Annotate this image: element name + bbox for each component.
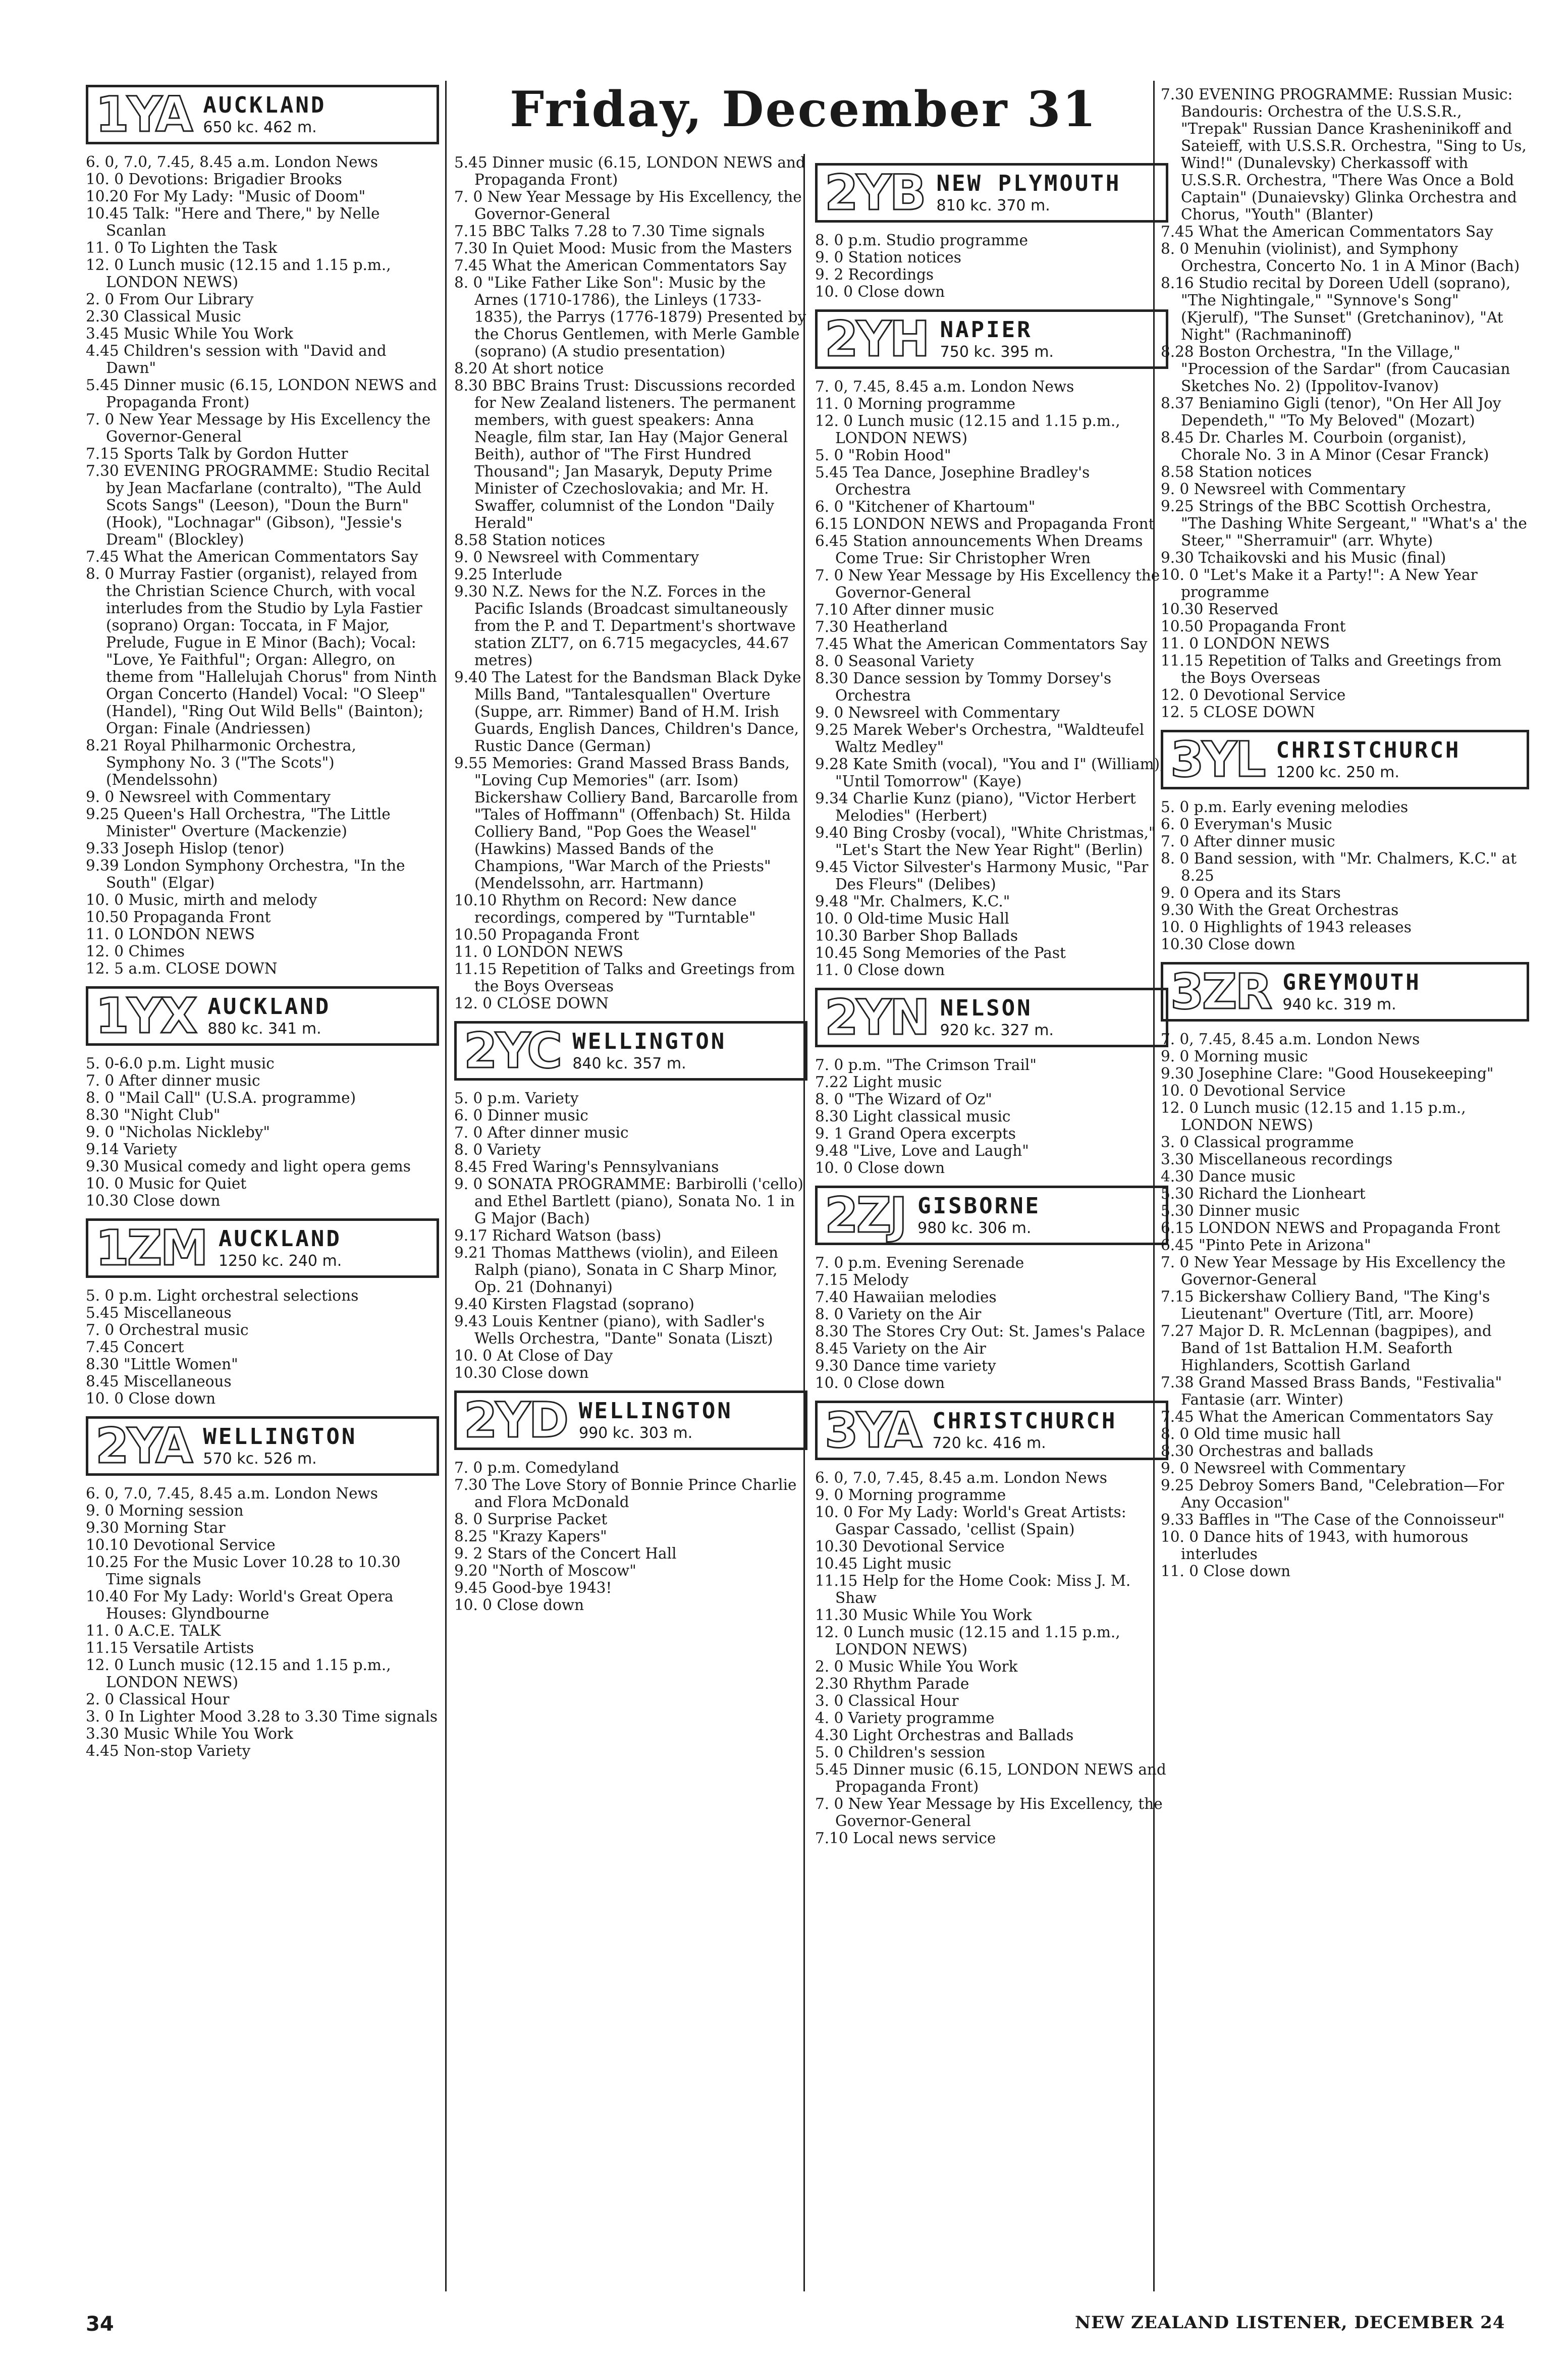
programme-entry: 8.30 Light classical music <box>815 1108 1011 1125</box>
programme-entry: 9.25 Strings of the BBC Scottish Orchestra, "The Dashing White Sergeant," "What's a' the Steer," "Sherramuir" (arr. Whyte) <box>1161 498 1527 549</box>
programme-entry: 7. 0, 7.45, 8.45 a.m. London News <box>1161 1031 1420 1048</box>
programme-entry: 7.40 Hawaiian melodies <box>815 1289 997 1306</box>
programme-entry: 11.15 Repetition of Talks and Greetings from the Boys Overseas <box>1161 652 1502 686</box>
programme-entry: 9.48 "Mr. Chalmers, K.C." <box>815 893 1010 910</box>
programme-entry: 7. 0 New Year Message by His Excellency, the Governor-General <box>454 188 802 223</box>
programme-entry: 7.30 Heatherland <box>815 618 948 635</box>
station-info <box>203 92 326 137</box>
programme-entry: 7.15 BBC Talks 7.28 to 7.30 Time signals <box>454 223 765 240</box>
programme-entry: 5. 0 p.m. Light orchestral selections <box>86 1287 359 1304</box>
programme-entry: 6. 0 Everyman's Music <box>1161 816 1332 833</box>
programme-entry: 10.30 Reserved <box>1161 601 1279 618</box>
programme-entry: 11. 0 To Lighten the Task <box>86 239 278 256</box>
programme-entry: 9.30 With the Great Orchestras <box>1161 901 1399 919</box>
station-frequency: 650 kc. 462 m. <box>203 119 317 136</box>
programme-entry: 12. 5 CLOSE DOWN <box>1161 704 1315 721</box>
station-call-sign: 3YL <box>1170 731 1264 788</box>
programme-entry: 9. 0 Morning session <box>86 1502 244 1519</box>
programme-entry: 9.43 Louis Kentner (piano), with Sadler's Wells Orchestra, "Dante" Sonata (Liszt) <box>454 1313 773 1347</box>
programme-entry: 12. 0 Chimes <box>86 943 185 960</box>
programme-entry: 9. 0 "Nicholas Nickleby" <box>86 1123 270 1141</box>
programme-entry: 9. 2 Stars of the Concert Hall <box>454 1545 677 1562</box>
station-info <box>219 1226 342 1270</box>
programme-entry: 11. 0 Morning programme <box>815 395 1015 412</box>
station-call-sign: 2YN <box>825 989 928 1046</box>
programme-entry: 9.34 Charlie Kunz (piano), "Victor Herbert Melodies" (Herbert) <box>815 790 1136 824</box>
programme-entry: 7. 0 New Year Message by His Excellency, the Governor-General <box>815 1795 1163 1830</box>
station-city: NELSON <box>940 995 1033 1021</box>
programme-entry: 6. 0, 7.0, 7.45, 8.45 a.m. London News <box>815 1469 1107 1486</box>
programme-entry: 9. 0 Newsreel with Commentary <box>1161 1460 1406 1477</box>
station-header <box>454 1390 807 1450</box>
programme-entry: 5. 0 p.m. Variety <box>454 1090 579 1107</box>
station-city: GISBORNE <box>917 1193 1041 1219</box>
station-header <box>86 1416 439 1476</box>
publication-footer: NEW ZEALAND LISTENER, DECEMBER 24 <box>1075 2313 1505 2333</box>
station-frequency: 810 kc. 370 m. <box>936 197 1050 215</box>
programme-entry: 5. 0-6.0 p.m. Light music <box>86 1055 275 1072</box>
station-header <box>86 986 439 1046</box>
programme-entry: 9. 0 Morning music <box>1161 1048 1308 1065</box>
programme-entry: 12. 5 a.m. CLOSE DOWN <box>86 960 278 977</box>
programme-entry: 7.38 Grand Massed Brass Bands, "Festivalia" Fantasie (arr. Winter) <box>1161 1374 1502 1408</box>
programme-entry: 9.40 The Latest for the Bandsman Black Dyke Mills Band, "Tantalesquallen" Overture (Suppe, arr. Rimmer) Band of H.M. Irish Guards, English Dances, Children's Dance, Rustic Dance (German) <box>454 669 801 755</box>
programme-entry: 8. 0 Seasonal Variety <box>815 653 974 670</box>
programme-entry: 7.45 What the American Commentators Say <box>454 257 787 274</box>
station-header <box>815 988 1168 1047</box>
column-1 <box>86 76 439 1759</box>
station-info <box>579 1398 733 1442</box>
station-header <box>815 163 1168 223</box>
programme-entry: 7. 0, 7.45, 8.45 a.m. London News <box>815 378 1074 395</box>
programme-entry: 5.45 Dinner music (6.15, LONDON NEWS and Propaganda Front) <box>815 1761 1166 1795</box>
programme-entry: 9.45 Victor Silvester's Harmony Music, "Par Des Fleurs" (Delibes) <box>815 859 1149 893</box>
programme-entry: 7.22 Light music <box>815 1074 942 1091</box>
station-info <box>203 1424 357 1468</box>
programme-entry: 7. 0 p.m. Evening Serenade <box>815 1254 1024 1271</box>
programme-entry: 8. 0 "The Wizard of Oz" <box>815 1091 992 1108</box>
programme-entry: 8.25 "Krazy Kapers" <box>454 1528 607 1545</box>
station-info <box>940 317 1054 361</box>
programme-entry: 8.30 BBC Brains Trust: Discussions recorded for New Zealand listeners. The permanent members, with guest speakers: Anna Neagle, film star, Ian Hay (Major General Beith), author of "The First Hundred Thousand"; Jan Masaryk, Deputy Prime Minister of Czechoslovakia; and Mr. H. Swaffer, columnist of the London "Daily Herald" <box>454 377 796 531</box>
programme-entry: 7.30 EVENING PROGRAMME: Russian Music: Bandouris: Orchestra of the U.S.S.R., "Trepak" Russian Dance Krasheninikoff and Sateieff, with U.S.S.R. Orchestra, "Sing to Us, Wind!" (Dunalevsky) Cherkassoff with U.S.S.R. Orchestra, "There Was Once a Bold Captain" (Dunaievsky) Glinka Orchestra and Chorus, "Youth" (Blanter) <box>1161 86 1527 223</box>
station-city: NAPIER <box>940 317 1033 343</box>
programme-entry: 8.30 "Little Women" <box>86 1356 238 1373</box>
programme-entry: 10. 0 Music, mirth and melody <box>86 891 317 908</box>
programme-entry: 10.10 Devotional Service <box>86 1536 276 1554</box>
station-call-sign: 1YA <box>95 86 191 143</box>
programme-entry: 10.30 Close down <box>1161 936 1295 953</box>
station-info <box>917 1193 1041 1238</box>
programme-entry: 7.45 What the American Commentators Say <box>86 548 418 565</box>
programme-entry: 9.25 Marek Weber's Orchestra, "Waldteufel Waltz Medley" <box>815 721 1145 756</box>
programme-entry: 9.28 Kate Smith (vocal), "You and I" (William), "Until Tomorrow" (Kaye) <box>815 756 1165 790</box>
programme-entry: 8.30 Orchestras and ballads <box>1161 1442 1374 1460</box>
programme-entry: 8.20 At short notice <box>454 360 604 377</box>
programme-entry: 3. 0 Classical programme <box>1161 1134 1354 1151</box>
station-info <box>936 171 1121 215</box>
programme-entry: 11. 0 A.C.E. TALK <box>86 1622 221 1639</box>
programme-entry: 2. 0 Music While You Work <box>815 1658 1018 1675</box>
programme-entry: 11. 0 LONDON NEWS <box>454 943 623 960</box>
programme-entry: 9.20 "North of Moscow" <box>454 1562 636 1579</box>
programme-entry: 9.25 Debroy Somers Band, "Celebration—For Any Occasion" <box>1161 1477 1504 1511</box>
station-city: AUCKLAND <box>207 994 331 1020</box>
programme-entry: 8. 0 Variety on the Air <box>815 1306 982 1323</box>
programme-entry: 11. 0 Close down <box>815 961 945 979</box>
programme-entry: 5.45 Tea Dance, Josephine Bradley's Orchestra <box>815 464 1090 498</box>
programme-entry: 10. 0 Music for Quiet <box>86 1175 247 1192</box>
programme-entry: 3. 0 In Lighter Mood 3.28 to 3.30 Time signals <box>86 1708 438 1725</box>
programme-entry: 9.30 Josephine Clare: "Good Housekeeping" <box>1161 1065 1494 1082</box>
programme-entry: 10.50 Propaganda Front <box>86 908 271 926</box>
programme-entry: 7.10 Local news service <box>815 1830 996 1847</box>
programme-entry: 8. 0 Variety <box>454 1141 541 1158</box>
programme-entry: 10.40 For My Lady: World's Great Opera Houses: Glyndbourne <box>86 1588 394 1622</box>
programme-entry: 11. 0 LONDON NEWS <box>86 926 255 943</box>
programme-entry: 7. 0 New Year Message by His Excellency the Governor-General <box>86 411 431 445</box>
programme-entry: 7.45 What the American Commentators Say <box>1161 1408 1493 1425</box>
programme-entry: 9.39 London Symphony Orchestra, "In the South" (Elgar) <box>86 857 405 891</box>
programme-entry: 7.45 What the American Commentators Say <box>1161 223 1493 240</box>
programme-entry: 6.45 "Pinto Pete in Arizona" <box>1161 1237 1371 1254</box>
programme-entry: 12. 0 Lunch music (12.15 and 1.15 p.m., LONDON NEWS) <box>815 1624 1120 1658</box>
programme-entry: 9.30 Musical comedy and light opera gems <box>86 1158 411 1175</box>
station-city: AUCKLAND <box>218 1226 342 1252</box>
programme-entry: 6. 0, 7.0, 7.45, 8.45 a.m. London News <box>86 153 378 171</box>
programme-entry: 4. 0 Variety programme <box>815 1709 995 1727</box>
programme-entry: 8.58 Station notices <box>1161 463 1312 480</box>
programme-entry: 10. 0 Devotions: Brigadier Brooks <box>86 171 342 188</box>
station-info <box>932 1408 1117 1453</box>
programme-entry: 7.15 Sports Talk by Gordon Hutter <box>86 445 348 462</box>
programme-entry: 9. 1 Grand Opera excerpts <box>815 1125 1016 1142</box>
station-frequency: 750 kc. 395 m. <box>940 343 1054 361</box>
programme-entry: 9.33 Joseph Hislop (tenor) <box>86 840 285 857</box>
programme-entry: 7. 0 After dinner music <box>1161 833 1335 850</box>
programme-entry: 9.30 Dance time variety <box>815 1357 996 1374</box>
station-info <box>572 1029 726 1073</box>
station-header <box>815 1401 1168 1460</box>
programme-entry: 7. 0 New Year Message by His Excellency the Governor-General <box>815 567 1160 601</box>
programme-entry: 9.30 Tchaikovski and his Music (final) <box>1161 549 1446 566</box>
station-city: GREYMOUTH <box>1282 970 1421 995</box>
station-header <box>86 85 439 144</box>
programme-entry: 10.45 Song Memories of the Past <box>815 944 1066 961</box>
programme-entry: 8.45 Miscellaneous <box>86 1373 232 1390</box>
station-city: NEW PLYMOUTH <box>936 171 1121 196</box>
station-frequency: 570 kc. 526 m. <box>203 1450 317 1468</box>
station-frequency: 720 kc. 416 m. <box>932 1434 1046 1452</box>
programme-entry: 9. 0 Newsreel with Commentary <box>86 788 331 806</box>
station-frequency: 880 kc. 341 m. <box>207 1020 321 1038</box>
programme-entry: 10.25 For the Music Lover 10.28 to 10.30 Time signals <box>86 1554 401 1588</box>
programme-entry: 10. 0 Close down <box>86 1390 216 1407</box>
programme-entry: 4.45 Non-stop Variety <box>86 1742 251 1759</box>
programme-entry: 9. 0 Opera and its Stars <box>1161 884 1341 901</box>
programme-entry: 10.30 Close down <box>86 1192 221 1209</box>
programme-entry: 7. 0 After dinner music <box>86 1072 260 1089</box>
programme-entry: 9.48 "Live, Love and Laugh" <box>815 1142 1029 1159</box>
programme-entry: 7.45 What the American Commentators Say <box>815 635 1148 653</box>
station-header <box>815 309 1168 369</box>
column-4 <box>1161 86 1529 1580</box>
programme-entry: 12. 0 Lunch music (12.15 and 1.15 p.m., LONDON NEWS) <box>86 256 391 291</box>
station-info <box>1282 970 1421 1014</box>
programme-entry: 9.30 N.Z. News for the N.Z. Forces in the Pacific Islands (Broadcast simultaneously from the P. and T. Department's shortwave station ZLT7, on 6.715 megacycles, 44.67 metres) <box>454 583 796 669</box>
programme-entry: 7. 0 p.m. "The Crimson Trail" <box>815 1056 1037 1074</box>
station-call-sign: 2YA <box>95 1418 191 1474</box>
programme-entry: 9.14 Variety <box>86 1141 177 1158</box>
programme-entry: 7. 0 New Year Message by His Excellency the Governor-General <box>1161 1254 1506 1288</box>
station-info <box>940 995 1054 1040</box>
programme-entry: 9. 0 Newsreel with Commentary <box>1161 480 1406 498</box>
station-header <box>86 1218 439 1278</box>
programme-entry: 10. 0 Close down <box>454 1596 584 1614</box>
programme-entry: 10.20 For My Lady: "Music of Doom" <box>86 188 366 205</box>
station-header <box>1161 730 1529 789</box>
programme-entry: 2.30 Classical Music <box>86 308 241 325</box>
programme-entry: 8. 0 p.m. Studio programme <box>815 232 1028 249</box>
programme-entry: 10. 0 "Let's Make it a Party!": A New Year programme <box>1161 566 1478 601</box>
programme-entry: 3.30 Miscellaneous recordings <box>1161 1151 1393 1168</box>
programme-entry: 9.21 Thomas Matthews (violin), and Eileen Ralph (piano), Sonata in C Sharp Minor, Op. 21 (Dohnanyi) <box>454 1244 778 1296</box>
station-call-sign: 2YH <box>825 311 928 367</box>
programme-entry: 11. 0 LONDON NEWS <box>1161 635 1330 652</box>
programme-entry: 12. 0 CLOSE DOWN <box>454 995 609 1012</box>
page-number: 34 <box>86 2313 114 2336</box>
programme-entry: 11. 0 Close down <box>1161 1563 1291 1580</box>
station-city: WELLINGTON <box>579 1398 733 1424</box>
station-call-sign: 2YC <box>464 1023 561 1079</box>
programme-entry: 7.30 In Quiet Mood: Music from the Masters <box>454 240 792 257</box>
programme-entry: 11.15 Versatile Artists <box>86 1639 254 1656</box>
programme-entry: 8.37 Beniamino Gigli (tenor), "On Her All Joy Dependeth," "To My Beloved" (Mozart) <box>1161 395 1501 429</box>
programme-entry: 3.45 Music While You Work <box>86 325 293 342</box>
programme-entry: 9.30 Morning Star <box>86 1519 226 1536</box>
programme-entry: 8. 0 "Mail Call" (U.S.A. programme) <box>86 1089 356 1106</box>
programme-entry: 9.55 Memories: Grand Massed Brass Bands, "Loving Cup Memories" (arr. Isom) Bickershaw Colliery Band, Barcarolle from "Tales of Hoffmann" (Offenbach) St. Hilda Colliery Band, "Pop Goes the Weasel" (Hawkins) Massed Bands of the Champions, "War March of the Priests" (Mendelssohn, arr. Hartmann) <box>454 755 798 892</box>
programme-entry: 10.30 Barber Shop Ballads <box>815 927 1018 944</box>
programme-entry: 8. 0 "Like Father Like Son": Music by the Arnes (1710-1786), the Linleys (1733-1835), the Parrys (1776-1879) Presented by the Chorus Gentlemen, with Merle Gamble (soprano) (A studio presentation) <box>454 274 806 360</box>
programme-entry: 10.50 Propaganda Front <box>1161 618 1346 635</box>
programme-entry: 4.30 Light Orchestras and Ballads <box>815 1727 1074 1744</box>
programme-entry: 10. 0 Devotional Service <box>1161 1082 1346 1099</box>
programme-entry: 10.50 Propaganda Front <box>454 926 639 943</box>
station-city: CHRISTCHURCH <box>932 1408 1117 1434</box>
column-rule <box>445 81 447 2291</box>
programme-entry: 8.45 Variety on the Air <box>815 1340 986 1357</box>
programme-entry: 5. 0 Children's session <box>815 1744 986 1761</box>
programme-entry: 3. 0 Classical Hour <box>815 1692 959 1709</box>
programme-entry: 9.40 Bing Crosby (vocal), "White Christmas," "Let's Start the New Year Right" (Berlin) <box>815 824 1156 859</box>
programme-entry: 4.30 Dance music <box>1161 1168 1295 1185</box>
programme-entry: 9. 0 Morning programme <box>815 1486 1006 1504</box>
programme-entry: 9.33 Baffles in "The Case of the Connoisseur" <box>1161 1511 1505 1528</box>
station-frequency: 990 kc. 303 m. <box>579 1424 693 1442</box>
programme-entry: 10. 0 For My Lady: World's Great Artists: Gaspar Cassado, 'cellist (Spain) <box>815 1504 1126 1538</box>
programme-entry: 5.45 Dinner music (6.15, LONDON NEWS and Propaganda Front) <box>454 154 805 188</box>
station-city: AUCKLAND <box>203 92 327 118</box>
station-header <box>1161 962 1529 1022</box>
programme-entry: 10. 0 Close down <box>815 283 945 300</box>
station-city: WELLINGTON <box>203 1424 357 1450</box>
station-frequency: 980 kc. 306 m. <box>917 1219 1032 1237</box>
programme-entry: 8.45 Dr. Charles M. Courboin (organist), Chorale No. 3 in A Minor (Cesar Franck) <box>1161 429 1489 463</box>
programme-entry: 10. 0 Close down <box>815 1159 945 1176</box>
station-info <box>207 994 331 1038</box>
programme-entry: 6. 0, 7.0, 7.45, 8.45 a.m. London News <box>86 1485 378 1502</box>
programme-entry: 2. 0 Classical Hour <box>86 1691 230 1708</box>
column-3 <box>815 154 1168 1847</box>
station-frequency: 940 kc. 319 m. <box>1282 996 1396 1013</box>
page-title: Friday, December 31 <box>510 81 1098 138</box>
programme-entry: 8.58 Station notices <box>454 531 606 549</box>
programme-entry: 7.30 The Love Story of Bonnie Prince Charlie and Flora McDonald <box>454 1476 797 1511</box>
station-frequency: 920 kc. 327 m. <box>940 1022 1054 1039</box>
programme-entry: 9. 0 Newsreel with Commentary <box>815 704 1060 721</box>
programme-entry: 2. 0 From Our Library <box>86 291 254 308</box>
programme-entry: 6. 0 Dinner music <box>454 1107 588 1124</box>
programme-entry: 12. 0 Lunch music (12.15 and 1.15 p.m., LONDON NEWS) <box>815 412 1120 447</box>
programme-entry: 12. 0 Lunch music (12.15 and 1.15 p.m., LONDON NEWS) <box>86 1656 391 1691</box>
programme-entry: 10.10 Rhythm on Record: New dance recordings, compered by "Turntable" <box>454 892 756 926</box>
programme-entry: 10.30 Close down <box>454 1364 589 1381</box>
station-info <box>1276 737 1461 782</box>
station-call-sign: 3YA <box>825 1402 921 1459</box>
programme-entry: 9. 0 SONATA PROGRAMME: Barbirolli ('cello) and Ethel Bartlett (piano), Sonata No. 1 in G Major (Bach) <box>454 1175 803 1227</box>
programme-entry: 5. 0 "Robin Hood" <box>815 447 951 464</box>
station-header <box>815 1186 1168 1245</box>
programme-entry: 9.45 Good-bye 1943! <box>454 1579 612 1596</box>
programme-entry: 8.30 Dance session by Tommy Dorsey's Orchestra <box>815 670 1112 704</box>
programme-entry: 8.45 Fred Waring's Pennsylvanians <box>454 1158 719 1175</box>
programme-entry: 11.30 Music While You Work <box>815 1607 1032 1624</box>
programme-entry: 9.40 Kirsten Flagstad (soprano) <box>454 1296 694 1313</box>
programme-entry: 10. 0 Close down <box>815 1374 945 1391</box>
programme-entry: 10.30 Devotional Service <box>815 1538 1005 1555</box>
programme-entry: 10.45 Light music <box>815 1555 952 1572</box>
programme-entry: 7.15 Bickershaw Colliery Band, "The King's Lieutenant" Overture (Titl, arr. Moore) <box>1161 1288 1490 1322</box>
programme-entry: 5.30 Richard the Lionheart <box>1161 1185 1366 1202</box>
programme-entry: 7.15 Melody <box>815 1271 909 1289</box>
programme-entry: 9. 2 Recordings <box>815 266 934 283</box>
station-call-sign: 2ZJ <box>825 1187 906 1244</box>
programme-entry: 10. 0 Dance hits of 1943, with humorous interludes <box>1161 1528 1469 1563</box>
station-call-sign: 3ZR <box>1170 963 1271 1020</box>
programme-entry: 9.17 Richard Watson (bass) <box>454 1227 662 1244</box>
programme-entry: 6.15 LONDON NEWS and Propaganda Front <box>1161 1219 1500 1237</box>
programme-entry: 8.16 Studio recital by Doreen Udell (soprano), "The Nightingale," "Synnove's Song" (Kjerulf), "The Sunset" (Gretchaninov), "At Night" (Rachmaninoff) <box>1161 275 1511 343</box>
programme-entry: 7. 0 p.m. Comedyland <box>454 1459 619 1476</box>
programme-entry: 6.15 LONDON NEWS and Propaganda Front <box>815 515 1155 532</box>
programme-entry: 8.30 "Night Club" <box>86 1106 221 1123</box>
station-city: CHRISTCHURCH <box>1276 737 1461 763</box>
programme-entry: 10.45 Talk: "Here and There," by Nelle Scanlan <box>86 205 380 239</box>
programme-entry: 10. 0 Old-time Music Hall <box>815 910 1009 927</box>
station-frequency: 840 kc. 357 m. <box>572 1055 686 1073</box>
programme-entry: 3.30 Music While You Work <box>86 1725 293 1742</box>
station-call-sign: 2YD <box>464 1392 567 1449</box>
programme-entry: 8. 0 Murray Fastier (organist), relayed from the Christian Science Church, with vocal interludes from the Studio by Lyla Fastier (soprano) Organ: Toccata, in F Major, Prelude, Fugue in E Minor (Bach); Vocal: "Love, Ye Faithful"; Organ: Allegro, on theme from "Hallelujah Chorus" from Ninth Organ Concerto (Handel) Vocal: "O Sleep" (Handel), "Ring Out Wild Bells" (Bainton); Organ: Finale (Andriessen) <box>86 565 437 737</box>
programme-entry: 7. 0 Orchestral music <box>86 1321 249 1338</box>
programme-entry: 7. 0 After dinner music <box>454 1124 629 1141</box>
programme-entry: 8.28 Boston Orchestra, "In the Village," "Procession of the Sardar" (from Caucasian Sketches No. 2) (Ippolitov-Ivanov) <box>1161 343 1510 395</box>
programme-entry: 9.25 Interlude <box>454 566 562 583</box>
programme-entry: 5.45 Dinner music (6.15, LONDON NEWS and Propaganda Front) <box>86 377 437 411</box>
programme-entry: 2.30 Rhythm Parade <box>815 1675 969 1692</box>
station-frequency: 1200 kc. 250 m. <box>1276 764 1399 781</box>
programme-entry: 4.45 Children's session with "David and Dawn" <box>86 342 387 377</box>
programme-entry: 11.15 Help for the Home Cook: Miss J. M. Shaw <box>815 1572 1131 1607</box>
station-call-sign: 1YX <box>95 988 196 1044</box>
programme-entry: 7.30 EVENING PROGRAMME: Studio Recital by Jean Macfarlane (contralto), "The Auld Scots Sangs" (Leeson), "Doun the Burn" (Hook), "Lochnagar" (Gibson), "Jessie's Dream" (Blockley) <box>86 462 430 548</box>
column-2 <box>454 154 807 1614</box>
programme-entry: 7.45 Concert <box>86 1338 184 1356</box>
programme-entry: 5. 0 p.m. Early evening melodies <box>1161 798 1409 816</box>
programme-entry: 9.25 Queen's Hall Orchestra, "The Little Minister" Overture (Mackenzie) <box>86 806 391 840</box>
programme-entry: 8. 0 Menuhin (violinist), and Symphony Orchestra, Concerto No. 1 in A Minor (Bach) <box>1161 240 1520 275</box>
programme-entry: 12. 0 Lunch music (12.15 and 1.15 p.m., LONDON NEWS) <box>1161 1099 1466 1134</box>
programme-entry: 9. 0 Newsreel with Commentary <box>454 549 699 566</box>
programme-entry: 8.21 Royal Philharmonic Orchestra, Symphony No. 3 ("The Scots") (Mendelssohn) <box>86 737 356 788</box>
programme-entry: 9. 0 Station notices <box>815 249 961 266</box>
programme-entry: 12. 0 Devotional Service <box>1161 686 1346 704</box>
programme-entry: 6.45 Station announcements When Dreams Come True: Sir Christopher Wren <box>815 532 1143 567</box>
station-call-sign: 2YB <box>825 165 925 221</box>
programme-entry: 10. 0 Highlights of 1943 releases <box>1161 919 1412 936</box>
programme-entry: 5.45 Miscellaneous <box>86 1304 232 1321</box>
programme-entry: 8. 0 Surprise Packet <box>454 1511 608 1528</box>
programme-entry: 8. 0 Old time music hall <box>1161 1425 1341 1442</box>
station-header <box>454 1021 807 1081</box>
programme-entry: 8. 0 Band session, with "Mr. Chalmers, K.C." at 8.25 <box>1161 850 1517 884</box>
programme-entry: 7.10 After dinner music <box>815 601 994 618</box>
station-frequency: 1250 kc. 240 m. <box>218 1252 342 1270</box>
programme-entry: 10. 0 At Close of Day <box>454 1347 613 1364</box>
programme-entry: 8.30 The Stores Cry Out: St. James's Palace <box>815 1323 1146 1340</box>
station-call-sign: 1ZM <box>95 1220 206 1276</box>
station-city: WELLINGTON <box>572 1029 727 1054</box>
programme-entry: 7.27 Major D. R. McLennan (bagpipes), and Band of 1st Battalion H.M. Seaforth Highlanders, Scottish Garland <box>1161 1322 1492 1374</box>
programme-entry: 6. 0 "Kitchener of Khartoum" <box>815 498 1036 515</box>
programme-entry: 11.15 Repetition of Talks and Greetings from the Boys Overseas <box>454 960 795 995</box>
programme-entry: 5.30 Dinner music <box>1161 1202 1300 1219</box>
